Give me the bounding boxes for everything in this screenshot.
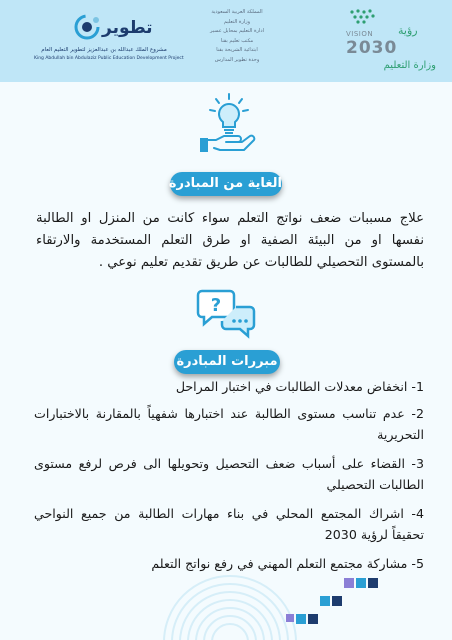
tatweer-mark-icon (72, 12, 102, 42)
list-item: 2- عدم تناسب مستوى الطالبة عند اختبارها شفهياً بالمقارنة بالاختبارات التحريرية (34, 406, 424, 442)
goal-paragraph: علاج مسببات ضعف نواتج التعلم سواء كانت من المنزل او الطالبة نفسها او من البيئة الصفية او طرق التعلم المستخدمة والارتقاء بالمستوى التحصيلي للطالبات عن طريق تقديم تعليم نوعي . (36, 211, 424, 270)
school-info-line: وزارة التعليم (223, 18, 251, 25)
section-title-justifications: مبررات المبادرة (174, 350, 280, 374)
decorative-squares (286, 576, 386, 628)
vision-year: 2030 (346, 38, 398, 58)
vision-word: VISION (346, 30, 374, 38)
header (0, 0, 452, 82)
vision-arabic: رؤية (398, 24, 418, 37)
vision-2030-logo (338, 8, 438, 70)
tatweer-logo (30, 10, 184, 65)
vision-dots-icon (348, 8, 388, 24)
section-title-goal: الغاية من المبادرة (170, 172, 282, 196)
tatweer-brand: تطوير (102, 18, 153, 38)
school-info-line: وحدة تطوير المدارس (214, 56, 260, 63)
list-item: 5- مشاركة مجتمع التعلم المهني في رفع نواتج التعلم (151, 556, 424, 571)
list-item: 1- انخفاض معدلات الطالبات في اختبار المراحل (175, 379, 424, 394)
school-info-line: مكتب تعليم بقنا (220, 37, 254, 44)
tatweer-sub-english: King Abdullah bin Abdulaziz Public Education Development Project (34, 56, 184, 61)
svg-text:?: ? (210, 295, 222, 316)
list-item: 4- اشراك المجتمع المحلي في بناء مهارات الطالبة من جميع النواحي تحقيقاً لرؤية 2030 (34, 506, 424, 542)
school-info (192, 8, 282, 65)
justifications-list (34, 376, 424, 574)
ministry-of-education: وزارة التعليم (383, 60, 436, 71)
school-info-line: المملكة العربية السعودية (211, 9, 263, 15)
tatweer-sub-arabic: مشروع الملك عبدالله بن عبدالعزيز لتطوير التعليم العام (41, 47, 167, 53)
speech-bubbles-question-icon (196, 285, 258, 343)
school-info-line: ابتدائية الشريحة بقنا (216, 47, 258, 53)
school-info-line: ادارة التعليم بمحايل عسير (209, 28, 265, 34)
hand-lightbulb-icon (198, 92, 260, 156)
list-item: 3- القضاء على أسباب ضعف التحصيل وتحويلها الى فرص لرفع مستوى الطالبات التحصيلي (34, 456, 424, 492)
